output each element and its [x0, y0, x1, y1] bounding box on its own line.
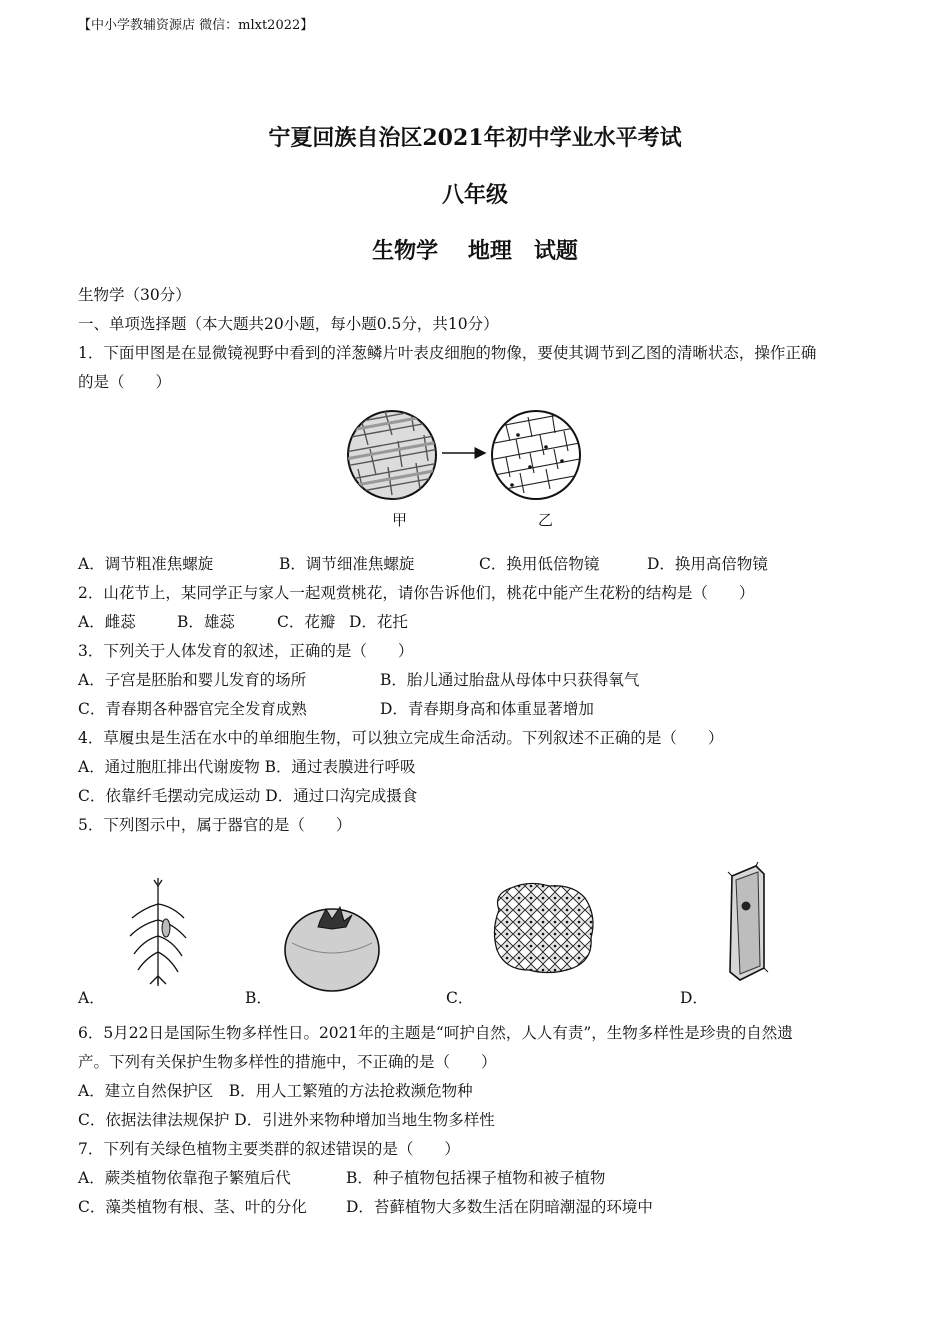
- q2-stem: 2．山花节上，某同学正与家人一起观赏桃花，请你告诉他们，桃花中能产生花粉的结构是（ ）: [78, 584, 755, 602]
- q6-stem-line2: 产。下列有关保护生物多样性的措施中，不正确的是（ ）: [78, 1053, 497, 1071]
- plant-cell-image: [722, 862, 772, 984]
- q5-option-d: D．: [680, 989, 708, 1007]
- q1-stem-line2: 的是（ ）: [78, 373, 172, 391]
- q3-option-c: C．青春期各种器官完全发育成熟: [78, 700, 307, 718]
- q1-option-d: D．换用高倍物镜: [647, 555, 768, 573]
- q7-option-d: D．苔藓植物大多数生活在阴暗潮湿的环境中: [346, 1198, 653, 1216]
- q5-option-b: B．: [245, 989, 272, 1007]
- corn-plant-image: [126, 878, 190, 986]
- fig-label-jia: 甲: [392, 511, 408, 529]
- q4-options-line2: C．依靠纤毛摆动完成运动 D．通过口沟完成摄食: [78, 787, 418, 805]
- q7-option-b: B．种子植物包括裸子植物和被子植物: [346, 1169, 606, 1187]
- q7-stem: 7．下列有关绿色植物主要类群的叙述错误的是（ ）: [78, 1140, 460, 1158]
- fig-label-yi: 乙: [538, 511, 554, 529]
- q1-option-a: A．调节粗准焦螺旋: [78, 555, 214, 573]
- q5-option-a: A．: [78, 989, 105, 1007]
- q2-option-c: C．花瓣: [277, 613, 336, 631]
- q7-option-a: A．蕨类植物依靠孢子繁殖后代: [78, 1169, 291, 1187]
- q2-option-d: D．花托: [349, 613, 408, 631]
- q5-option-c: C．: [446, 989, 474, 1007]
- q3-stem: 3．下列关于人体发育的叙述，正确的是（ ）: [78, 642, 414, 660]
- q1-option-b: B．调节细准焦螺旋: [279, 555, 415, 573]
- q3-option-d: D．青春期身高和体重显著增加: [380, 700, 594, 718]
- q2-option-b: B．雄蕊: [177, 613, 235, 631]
- part-heading: 一、单项选择题（本大题共20小题，每小题0.5分，共10分）: [78, 315, 499, 333]
- grade-title: 八年级: [441, 182, 508, 208]
- q6-options-line2: C．依据法律法规保护 D．引进外来物种增加当地生物多样性: [78, 1111, 495, 1129]
- subject-title: 生物学 地理 试题: [372, 238, 578, 264]
- q5-stem: 5．下列图示中，属于器官的是（ ）: [78, 816, 352, 834]
- q1-figure: [340, 405, 600, 505]
- q3-option-b: B．胎儿通过胎盘从母体中只获得氧气: [380, 671, 640, 689]
- q4-stem: 4．草履虫是生活在水中的单细胞生物，可以独立完成生命活动。下列叙述不正确的是（ ）: [78, 729, 724, 747]
- exam-title: 宁夏回族自治区2021年初中学业水平考试: [268, 125, 682, 151]
- blurry-cells-circle: [340, 405, 450, 509]
- clear-cells-circle: [484, 409, 590, 499]
- q7-option-c: C．藻类植物有根、茎、叶的分化: [78, 1198, 307, 1216]
- header-note: 【中小学教辅资源店 微信：mlxt2022】: [78, 18, 314, 33]
- tomato-image: [282, 903, 382, 993]
- section-heading: 生物学（30分）: [78, 286, 191, 304]
- q2-option-a: A．雌蕊: [78, 613, 136, 631]
- q3-option-a: A．子宫是胚胎和婴儿发育的场所: [78, 671, 307, 689]
- q1-stem-line1: 1．下面甲图是在显微镜视野中看到的洋葱鳞片叶表皮细胞的物像，要使其调节到乙图的清晰状态，操作正确: [78, 344, 817, 362]
- q4-options-line1: A．通过胞肛排出代谢废物 B．通过表膜进行呼吸: [78, 758, 416, 776]
- q6-options-line1: A．建立自然保护区 B．用人工繁殖的方法抢救濒危物种: [78, 1082, 473, 1100]
- q1-option-c: C．换用低倍物镜: [479, 555, 600, 573]
- cell-tissue-image: [489, 880, 597, 976]
- q6-stem-line1: 6．5月22日是国际生物多样性日。2021年的主题是“呵护自然，人人有责”，生物多样性是珍贵的自然遗: [78, 1024, 793, 1042]
